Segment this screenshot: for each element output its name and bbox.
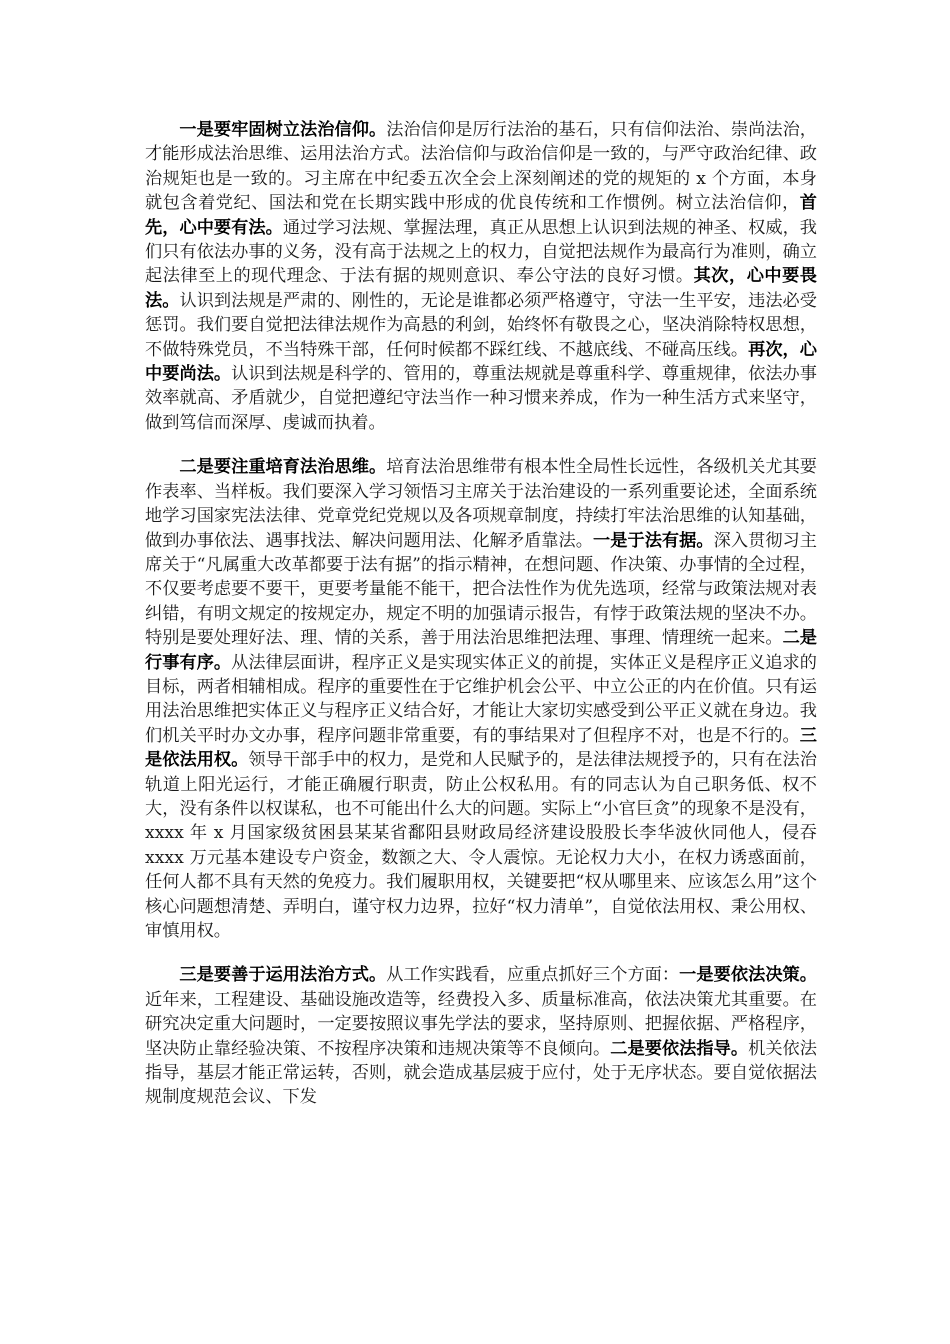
emphasis-second: 二是要依法指导。 [610,1038,749,1059]
paragraph-text: 领导干部手中的权力，是党和人民赋予的，是法律法规授予的，只有在法治轨道上阳光运行，才能正确履行职责，防止公权私用。有的同志认为自己职务低、权不大，没有条件以权谋私，也不可能出什么大的问题。实际上“小官巨贪”的现象不是没有，xxxx 年 x 月国家级贫困县某某省鄱阳县财政局经济建设股股长李华波伙同他人，侵吞 xxxx 万元基本建设专户资金，数额之大、令人震惊。无论权力大小，在权力诱惑面前，任何人都不具有天然的免疫力。我们履职用权，关键要把“权从哪里来、应该怎么用”这个核心问题想清楚、弄明白，谨守权力边界，拉好“权力清单”，自觉依法用权、秉公用权、审慎用权。 [145,750,817,941]
emphasis-second: 其次，心中要畏法。 [145,266,817,311]
paragraph-text: 培育法治思维带有根本性全局性长远性，各级机关尤其要作表率、当样板。我们要深入学习领悟习主席关于法治建设的一系列重要论述，全面系统地学习国家宪法法律、党章党纪党规以及各项规章制度，持续打牢法治思维的认知基础，做到办事依法、遇事找法、解决问题用法、化解矛盾靠法。 [145,457,817,551]
paragraph-text: 机关依法指导，基层才能正常运转，否则，就会造成基层疲于应付，处于无序状态。要自觉依据法规制度规范会议、下发 [145,1038,817,1108]
emphasis-second: 二是行事有序。 [145,628,817,673]
emphasis-first: 首先，心中要有法。 [145,193,817,238]
paragraph-legal-methods [145,963,817,1109]
paragraph-text: 从法律层面讲，程序正义是实现实体正义的前提，实体正义是程序正义追求的目标，两者相辅相成。程序的重要性在于它维护机会公平、中立公正的内在价值。只有运用法治思维把实体正义与程序正义结合好，才能让大家切实感受到公平正义就在身边。我们机关平时办文办事，程序问题非常重要，有的事结果对了但程序不对，也是不行的。 [145,652,817,746]
paragraph-text: 认识到法规是严肃的、刚性的，无论是谁都必须严格遵守，守法一生平安，违法必受惩罚。我们要自觉把法律法规作为高悬的利剑，始终怀有敬畏之心，坚决消除特权思想，不做特殊党员，不当特殊干部，任何时候都不踩红线、不越底线、不碰高压线。 [145,290,817,360]
emphasis-first: 一是要依法决策。 [679,965,817,986]
emphasis-first: 一是于法有据。 [593,530,714,551]
paragraph-text: 通过学习法规、掌握法理，真正从思想上认识到法规的神圣、权威，我们只有依法办事的义务，没有高于法规之上的权力，自觉把法规作为最高行为准则，确立起法律至上的现代理念、于法有据的规则意识、奉公守法的良好习惯。 [145,217,817,287]
paragraph-text: 法治信仰是厉行法治的基石，只有信仰法治、崇尚法治，才能形成法治思维、运用法治方式。法治信仰与政治信仰是一致的，与严守政治纪律、政治规矩也是一致的。习主席在中纪委五次全会上深刻阐述的党的规矩的 x 个方面，本身就包含着党纪、国法和党在长期实践中形成的优良传统和工作惯例。树立法治信仰， [145,120,817,214]
heading-legal-faith: 一是要牢固树立法治信仰。 [179,120,387,140]
heading-legal-thinking: 二是要注重培育法治思维。 [179,457,387,478]
paragraph-text: 认识到法规是科学的、管用的，尊重法规就是尊重科学、尊重规律，依法办事效率就高、矛盾就少，自觉把遵纪守法当作一种习惯来养成，作为一种生活方式来坚守，做到笃信而深厚、虔诚而执着。 [145,364,817,433]
paragraph-legal-faith [145,118,817,435]
heading-legal-methods: 三是要善于运用法治方式。 [179,965,387,986]
paragraph-text: 深入贯彻习主席关于“凡属重大改革都要于法有据”的指示精神，在想问题、作决策、办事情的全过程，不仅要考虑要不要干，更要考量能不能干，把合法性作为优先选项，经常与政策法规对表纠错，有明文规定的按规定办，规定不明的加强请示报告，有悖于政策法规的坚决不办。特别是要处理好法、理、情的关系，善于用法治思维把法理、事理、情理统一起来。 [145,530,817,649]
paragraph-text: 近年来，工程建设、基础设施改造等，经费投入多、质量标准高，依法决策尤其重要。在研究决定重大问题时，一定要按照议事先学法的要求，坚持原则、把握依据、严格程序，坚决防止靠经验决策、不按程序决策和违规决策等不良倾向。 [145,989,817,1059]
paragraph-legal-thinking [145,455,817,943]
document-body [145,118,817,1130]
emphasis-third: 三是依法用权。 [145,725,817,771]
emphasis-third: 再次，心中要尚法。 [145,339,817,385]
paragraph-text: 从工作实践看，应重点抓好三个方面： [386,965,680,986]
